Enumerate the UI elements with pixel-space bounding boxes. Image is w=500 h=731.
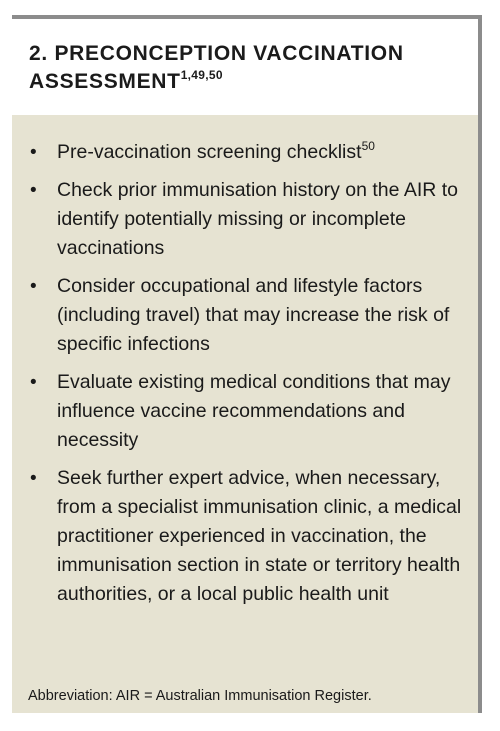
checklist	[12, 138, 478, 609]
box-title-text: 2. PRECONCEPTION VACCINATION ASSESSMENT	[29, 42, 404, 93]
list-item-text: Check prior immunisation history on the AIR to identify potentially missing or incomplete vaccinations	[57, 179, 459, 259]
box-header	[12, 19, 478, 115]
bullet-icon: •	[30, 276, 37, 297]
list-item-text: Consider occupational and lifestyle factors (including travel) that may increase the risk of specific infections	[57, 275, 450, 355]
list-item	[12, 272, 478, 359]
info-box	[12, 15, 482, 713]
bullet-icon: •	[30, 372, 37, 393]
abbreviation-footnote: Abbreviation: AIR = Australian Immunisation Register.	[28, 688, 372, 704]
list-item	[12, 368, 478, 455]
list-item-text: Evaluate existing medical conditions that may influence vaccine recommendations and necessity	[57, 371, 451, 451]
box-title-references: 1,49,50	[180, 68, 223, 82]
list-item-text: Seek further expert advice, when necessary, from a specialist immunisation clinic, a medical practitioner experienced in vaccination, the immunisation section in state or territory health authorities, or a local public health unit	[57, 467, 462, 605]
list-item-text: Pre-vaccination screening checklist$^{50}$	[57, 139, 375, 163]
box-content	[12, 115, 478, 713]
list-item-reference: 50	[361, 139, 375, 153]
list-item	[12, 138, 478, 167]
list-item	[12, 464, 478, 609]
bullet-icon: •	[30, 468, 37, 489]
bullet-icon: •	[30, 180, 37, 201]
list-item	[12, 176, 478, 263]
box-title	[29, 40, 469, 96]
bullet-icon: •	[30, 142, 37, 163]
